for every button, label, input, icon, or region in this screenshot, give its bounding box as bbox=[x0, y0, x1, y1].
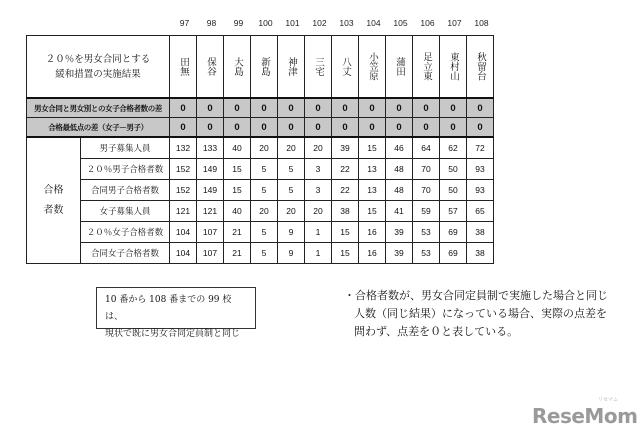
diff-cell: 0 bbox=[278, 118, 305, 138]
school-name: 足立東 bbox=[421, 52, 432, 81]
data-cell: 38 bbox=[332, 201, 359, 222]
data-cell: 39 bbox=[332, 137, 359, 159]
data-cell: 48 bbox=[386, 159, 413, 180]
data-cell: 3 bbox=[305, 159, 332, 180]
results-table bbox=[26, 35, 494, 264]
diff-cell: 0 bbox=[224, 98, 251, 118]
data-cell: 20 bbox=[251, 137, 278, 159]
data-cell: 69 bbox=[440, 222, 467, 243]
data-cell: 93 bbox=[467, 180, 494, 201]
data-cell: 9 bbox=[278, 222, 305, 243]
column-number: 105 bbox=[393, 18, 408, 28]
data-cell: 38 bbox=[467, 243, 494, 264]
data-row-female-20pct bbox=[27, 222, 494, 243]
diff-cell: 0 bbox=[440, 98, 467, 118]
data-cell: 21 bbox=[224, 222, 251, 243]
data-cell: 121 bbox=[170, 201, 197, 222]
diff-cell: 0 bbox=[197, 98, 224, 118]
data-cell: 3 bbox=[305, 180, 332, 201]
group-label bbox=[27, 137, 81, 264]
diff-cell: 0 bbox=[251, 98, 278, 118]
diff-row-label: 合格最低点の差（女子－男子） bbox=[27, 118, 170, 138]
data-cell: 40 bbox=[224, 201, 251, 222]
data-cell: 15 bbox=[224, 180, 251, 201]
table-title bbox=[27, 36, 170, 99]
school-header bbox=[413, 36, 440, 99]
column-number: 108 bbox=[474, 18, 489, 28]
data-cell: 5 bbox=[251, 180, 278, 201]
data-cell: 5 bbox=[251, 222, 278, 243]
data-cell: 48 bbox=[386, 180, 413, 201]
diff-cell: 0 bbox=[386, 98, 413, 118]
explanation-note bbox=[344, 287, 634, 341]
data-cell: 20 bbox=[305, 137, 332, 159]
data-cell: 149 bbox=[197, 159, 224, 180]
data-cell: 53 bbox=[413, 222, 440, 243]
diff-cell: 0 bbox=[413, 98, 440, 118]
school-name: 新島 bbox=[259, 57, 270, 76]
school-name: 三宅 bbox=[313, 57, 324, 76]
data-cell: 15 bbox=[332, 222, 359, 243]
data-cell: 50 bbox=[440, 159, 467, 180]
column-number: 98 bbox=[206, 18, 217, 28]
column-number-row bbox=[0, 18, 642, 32]
data-cell: 152 bbox=[170, 180, 197, 201]
diff-cell: 0 bbox=[305, 118, 332, 138]
school-header-row bbox=[27, 36, 494, 99]
school-header bbox=[305, 36, 332, 99]
schools-note-line: 現状で既に男女合同定員制と同じ bbox=[105, 329, 241, 339]
school-header bbox=[467, 36, 494, 99]
row-label: 合同男子合格者数 bbox=[81, 180, 170, 201]
schools-note-box bbox=[96, 287, 256, 339]
row-label: 女子募集人員 bbox=[81, 201, 170, 222]
school-name: 小笠原 bbox=[367, 52, 378, 81]
row-label: ２０％男子合格者数 bbox=[81, 159, 170, 180]
column-number: 107 bbox=[447, 18, 462, 28]
data-cell: 93 bbox=[467, 159, 494, 180]
data-cell: 133 bbox=[197, 137, 224, 159]
data-cell: 9 bbox=[278, 243, 305, 264]
data-cell: 16 bbox=[359, 222, 386, 243]
diff-cell: 0 bbox=[467, 98, 494, 118]
school-header bbox=[251, 36, 278, 99]
data-cell: 39 bbox=[386, 222, 413, 243]
column-number: 97 bbox=[179, 18, 190, 28]
data-cell: 59 bbox=[413, 201, 440, 222]
diff-cell: 0 bbox=[413, 118, 440, 138]
data-row-male-combined bbox=[27, 180, 494, 201]
diff-row-label: 男女合同と男女別との女子合格者数の差 bbox=[27, 98, 170, 118]
data-cell: 15 bbox=[332, 243, 359, 264]
data-cell: 107 bbox=[197, 222, 224, 243]
column-number: 100 bbox=[258, 18, 273, 28]
logo-subtitle: リセマム bbox=[598, 397, 618, 403]
data-cell: 121 bbox=[197, 201, 224, 222]
diff-cell: 0 bbox=[251, 118, 278, 138]
data-cell: 41 bbox=[386, 201, 413, 222]
data-cell: 22 bbox=[332, 180, 359, 201]
data-cell: 5 bbox=[278, 180, 305, 201]
data-row-female-quota bbox=[27, 201, 494, 222]
data-cell: 57 bbox=[440, 201, 467, 222]
explanation-line: 人数（同じ結果）になっている場合、実際の点差を bbox=[354, 307, 607, 320]
row-label: 合同女子合格者数 bbox=[81, 243, 170, 264]
data-cell: 132 bbox=[170, 137, 197, 159]
data-row-male-20pct bbox=[27, 159, 494, 180]
data-cell: 13 bbox=[359, 159, 386, 180]
school-name: 神津 bbox=[286, 57, 297, 76]
column-number: 99 bbox=[233, 18, 244, 28]
school-name: 蒲田 bbox=[394, 57, 405, 76]
schools-note-line: 10 番から 108 番までの 99 校は、 bbox=[105, 295, 232, 322]
school-header bbox=[440, 36, 467, 99]
school-name: 八丈 bbox=[340, 57, 351, 76]
diff-cell: 0 bbox=[359, 118, 386, 138]
school-name: 田無 bbox=[178, 57, 189, 76]
diff-cell: 0 bbox=[440, 118, 467, 138]
diff-cell: 0 bbox=[332, 98, 359, 118]
data-cell: 152 bbox=[170, 159, 197, 180]
data-cell: 107 bbox=[197, 243, 224, 264]
resemom-logo: ReseMom bbox=[532, 404, 638, 428]
data-cell: 15 bbox=[359, 137, 386, 159]
school-name: 保谷 bbox=[205, 57, 216, 76]
data-cell: 5 bbox=[251, 243, 278, 264]
diff-row-female-count bbox=[27, 98, 494, 118]
column-number: 102 bbox=[312, 18, 327, 28]
data-cell: 149 bbox=[197, 180, 224, 201]
school-header bbox=[386, 36, 413, 99]
school-header bbox=[278, 36, 305, 99]
data-cell: 20 bbox=[305, 201, 332, 222]
data-cell: 39 bbox=[386, 243, 413, 264]
data-cell: 65 bbox=[467, 201, 494, 222]
data-cell: 40 bbox=[224, 137, 251, 159]
diff-cell: 0 bbox=[197, 118, 224, 138]
diff-row-min-score bbox=[27, 118, 494, 138]
school-header bbox=[170, 36, 197, 99]
data-cell: 104 bbox=[170, 243, 197, 264]
data-cell: 5 bbox=[251, 159, 278, 180]
school-name: 大島 bbox=[232, 57, 243, 76]
data-cell: 70 bbox=[413, 159, 440, 180]
data-cell: 13 bbox=[359, 180, 386, 201]
data-cell: 64 bbox=[413, 137, 440, 159]
school-header bbox=[359, 36, 386, 99]
school-name: 東村山 bbox=[448, 52, 459, 81]
data-cell: 50 bbox=[440, 180, 467, 201]
diff-cell: 0 bbox=[224, 118, 251, 138]
diff-cell: 0 bbox=[305, 98, 332, 118]
data-cell: 15 bbox=[359, 201, 386, 222]
diff-cell: 0 bbox=[467, 118, 494, 138]
school-header bbox=[197, 36, 224, 99]
table-title-line: ２０％を男女合同とする bbox=[45, 53, 151, 65]
column-number: 101 bbox=[285, 18, 300, 28]
diff-cell: 0 bbox=[386, 118, 413, 138]
data-cell: 20 bbox=[278, 137, 305, 159]
diff-cell: 0 bbox=[359, 98, 386, 118]
diff-cell: 0 bbox=[332, 118, 359, 138]
data-row-male-quota bbox=[27, 137, 494, 159]
explanation-line: ・合格者数が、男女合同定員制で実施した場合と同じ bbox=[344, 289, 608, 302]
data-cell: 1 bbox=[305, 222, 332, 243]
data-cell: 20 bbox=[251, 201, 278, 222]
data-cell: 22 bbox=[332, 159, 359, 180]
data-cell: 69 bbox=[440, 243, 467, 264]
explanation-line: 問わず、点差を０と表している。 bbox=[354, 325, 519, 338]
data-row-female-combined bbox=[27, 243, 494, 264]
group-label-text: 合格者数 bbox=[43, 184, 64, 216]
data-cell: 72 bbox=[467, 137, 494, 159]
data-cell: 20 bbox=[278, 201, 305, 222]
data-cell: 5 bbox=[278, 159, 305, 180]
data-cell: 104 bbox=[170, 222, 197, 243]
row-label: ２０％女子合格者数 bbox=[81, 222, 170, 243]
table-title-line: 緩和措置の実施結果 bbox=[55, 68, 141, 80]
data-cell: 53 bbox=[413, 243, 440, 264]
column-number: 106 bbox=[420, 18, 435, 28]
data-cell: 70 bbox=[413, 180, 440, 201]
school-header bbox=[332, 36, 359, 99]
data-cell: 1 bbox=[305, 243, 332, 264]
column-number: 104 bbox=[366, 18, 381, 28]
school-name: 秋留台 bbox=[475, 52, 486, 81]
data-cell: 16 bbox=[359, 243, 386, 264]
diff-cell: 0 bbox=[170, 98, 197, 118]
data-cell: 21 bbox=[224, 243, 251, 264]
diff-cell: 0 bbox=[170, 118, 197, 138]
data-cell: 15 bbox=[224, 159, 251, 180]
data-cell: 62 bbox=[440, 137, 467, 159]
diff-cell: 0 bbox=[278, 98, 305, 118]
row-label: 男子募集人員 bbox=[81, 137, 170, 159]
data-cell: 38 bbox=[467, 222, 494, 243]
column-number: 103 bbox=[339, 18, 354, 28]
data-cell: 46 bbox=[386, 137, 413, 159]
school-header bbox=[224, 36, 251, 99]
